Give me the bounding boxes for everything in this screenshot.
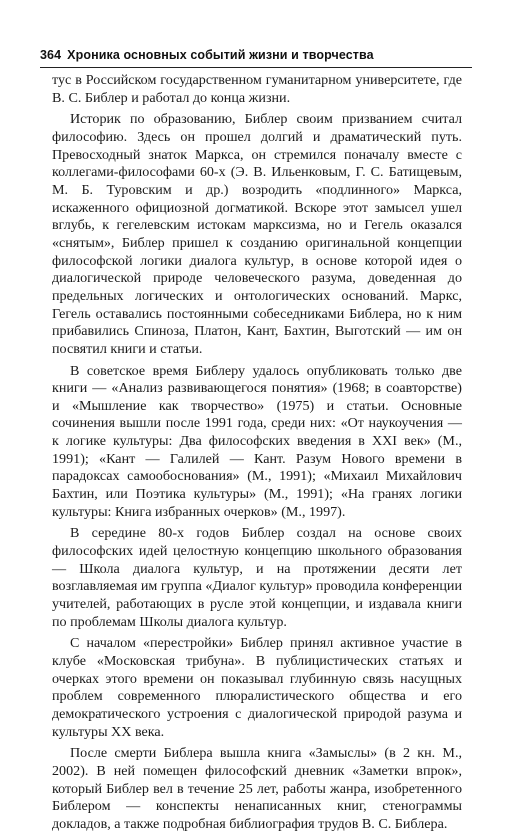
paragraph: После смерти Библера вышла книга «Замыслы» (в 2 кн. М., 2002). В ней помещен философский дневник «Заметки впрок», который Библер вел в течение 25 лет, работы жанра, изобретенного Библером — конспекты ненаписанных книг, стенограммы докладов, а также подробная библиография трудов В. С. Библера. — [52, 745, 462, 832]
page-number: 364 — [40, 48, 62, 62]
paragraph-continued: тус в Российском государственном гуманитарном университете, где В. С. Библер и работал до конца жизни. — [52, 72, 462, 106]
paragraph: В середине 80-х годов Библер создал на основе своих философских идей целостную концепцию школьного образования — Школа диалога культур, и на протяжении десяти лет возглавляемая им группа «Диалог культур» проводила конференции учителей, работающих в русле этой концепции, и издавала книги по проблемам Школы диалога культур. — [52, 525, 462, 630]
running-header — [40, 48, 472, 62]
header-rule — [40, 67, 472, 68]
paragraph: В советское время Библеру удалось опубликовать только две книги — «Анализ развивающегося понятия» (1968; в соавторстве) и «Мышление как творчество» (1975) и статьи. Основные сочинения вышли после 1991 года, среди них: «От наукоучения — к логике культуры: Два философских введения в XXI век» (М., 1991); «Кант — Галилей — Кант. Разум Нового времени в парадоксах самообоснования» (М., 1991); «Михаил Михайлович Бахтин, или Поэтика культуры» (М., 1991); «На гранях логики культуры: Книга избранных очерков» (М., 1997). — [52, 362, 462, 520]
body-text — [52, 72, 462, 834]
chapter-title: Хроника основных событий жизни и творчества — [67, 48, 374, 62]
paragraph: С началом «перестройки» Библер принял активное участие в клубе «Московская трибуна». В публицистических статьях и очерках этого времени он показывал глубинную связь насущных проблем современного плюралистического общества и его демократического устроения с диалогической природой разума и культуры XX века. — [52, 635, 462, 740]
paragraph: Историк по образованию, Библер своим призванием считал философию. Здесь он прошел долгий и драматический путь. Превосходный знаток Маркса, он стремился поначалу вместе с коллегами-философами 60-х (Э. В. Ильенковым, Г. С. Батищевым, М. Б. Туровским и др.) возродить «подлинного» Маркса, искаженного официозной догматикой. Вскоре этот замысел ушел вглубь, к гегелевским истокам марксизма, но и Гегель оказался «снятым», Библер пришел к созданию оригинальной концепции философской логики диалога культур, в основе которой идея о диалогической природе человеческого разума, доведенная до предельных логических и онтологических оснований. Маркс, Гегель оставались постоянными собеседниками Библера, но к ним прибавились Спиноза, Платон, Кант, Бахтин, Выготский — им он посвятил книги и статьи. — [52, 111, 462, 357]
